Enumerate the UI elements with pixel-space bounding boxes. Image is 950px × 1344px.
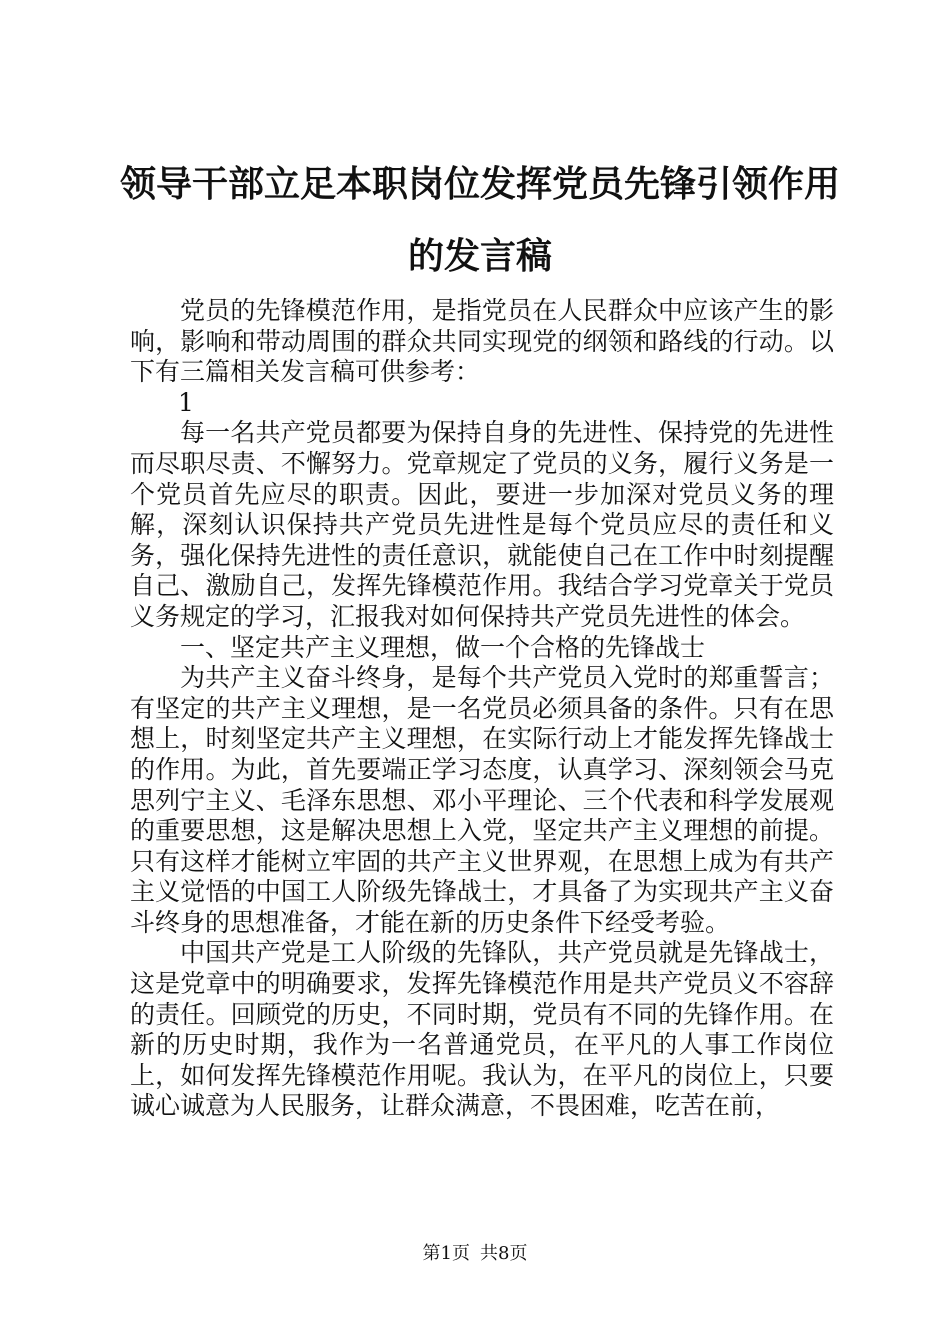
page-total: 共8页 bbox=[480, 1243, 528, 1264]
section-number: 1 bbox=[178, 387, 194, 417]
intro-paragraph: 党员的先锋模范作用，是指党员在人民群众中应该产生的影响，影响和带动周围的群众共同实现党的纲领和路线的行动。以下有三篇相关发言稿可供参考： bbox=[130, 296, 834, 387]
document-title: 领导干部立足本职岗位发挥党员先锋引领作用的发言稿 bbox=[120, 163, 841, 277]
document-body bbox=[130, 296, 834, 1122]
page-number: 第1页 bbox=[422, 1243, 470, 1264]
body-paragraph: 每一名共产党员都要为保持自身的先进性、保持党的先进性而尽职尽责、不懈努力。党章规定了党员的义务，履行义务是一个党员首先应尽的职责。因此，要进一步加深对党员义务的理解，深刻认识保持共产党员先进性是每个党员应尽的责任和义务，强化保持先进性的责任意识，就能使自己在工作中时刻提醒自己、激励自己，发挥先锋模范作用。我结合学习党章关于党员义务规定的学习，汇报我对如何保持共产党员先进性的体会。 bbox=[130, 418, 834, 631]
page-footer bbox=[0, 1242, 950, 1266]
body-paragraph: 中国共产党是工人阶级的先锋队，共产党员就是先锋战士，这是党章中的明确要求，发挥先锋模范作用是共产党员义不容辞的责任。回顾党的历史，不同时期，党员有不同的先锋作用。在新的历史时期，我作为一名普通党员，在平凡的人事工作岗位上，如何发挥先锋模范作用呢。我认为，在平凡的岗位上，只要诚心诚意为人民服务，让群众满意，不畏困难，吃苦在前， bbox=[130, 938, 834, 1121]
body-paragraph: 为共产主义奋斗终身，是每个共产党员入党时的郑重誓言；有坚定的共产主义理想，是一名党员必须具备的条件。只有在思想上，时刻坚定共产主义理想，在实际行动上才能发挥先锋战士的作用。为此，首先要端正学习态度，认真学习、深刻领会马克思列宁主义、毛泽东思想、邓小平理论、三个代表和科学发展观的重要思想，这是解决思想上入党，坚定共产主义理想的前提。只有这样才能树立牢固的共产主义世界观，在思想上成为有共产主义觉悟的中国工人阶级先锋战士，才具备了为实现共产主义奋斗终身的思想准备，才能在新的历史条件下经受考验。 bbox=[130, 663, 834, 937]
section-heading: 一、坚定共产主义理想，做一个合格的先锋战士 bbox=[180, 632, 706, 662]
